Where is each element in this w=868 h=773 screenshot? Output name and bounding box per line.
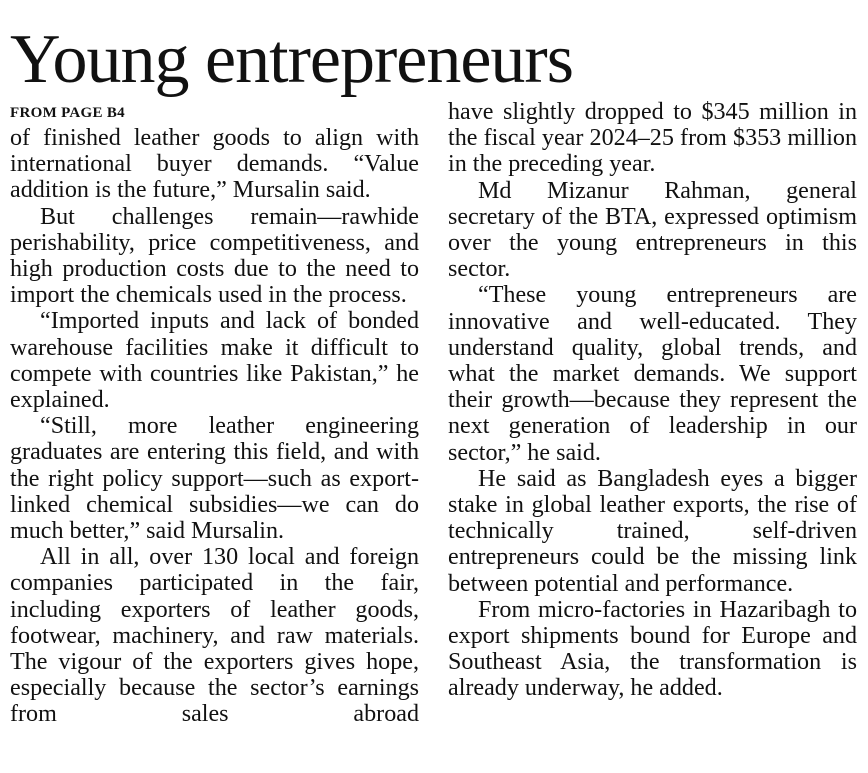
article-paragraph: All in all, over 130 local and foreign companies participated in the fair, including exporters of leather goods, footwear, machinery, and raw materials. The vigour of the exporters gives hope, especially because the sector’s earnings from sales abroad: [10, 544, 419, 728]
article-paragraph: “Imported inputs and lack of bonded warehouse facilities make it difficult to compete with countries like Pakistan,” he explained.: [10, 308, 419, 414]
continuation-label: FROM PAGE B4: [10, 105, 125, 121]
article-column-right: [448, 99, 857, 702]
article-column-left: [10, 101, 419, 728]
article-paragraph: But challenges remain—rawhide perishability, price competitiveness, and high production costs due to the need to import the chemicals used in the process.: [10, 203, 419, 309]
article-headline: Young entrepreneurs: [10, 21, 573, 98]
article-paragraph: have slightly dropped to $345 million in the fiscal year 2024–25 from $353 million in the preceding year.: [448, 99, 857, 178]
article-paragraph: He said as Bangladesh eyes a bigger stake in global leather exports, the rise of technically trained, self-driven entrepreneurs could be the missing link between potential and performance.: [448, 465, 857, 597]
article-paragraph: Md Mizanur Rahman, general secretary of the BTA, expressed optimism over the young entrepreneurs in this sector.: [448, 177, 857, 283]
article-paragraph: “Still, more leather engineering graduates are entering this field, and with the right policy support—such as export-linked chemical subsidies—we can do much better,” said Mursalin.: [10, 413, 419, 545]
article-paragraph: “These young entrepreneurs are innovative and well-educated. They understand quality, global trends, and what the market demands. We support their growth—because they represent the next generation of leadership in our sector,” he said.: [448, 282, 857, 466]
article-paragraph: From micro-factories in Hazaribagh to export shipments bound for Europe and Southeast Asia, the transformation is already underway, he added.: [448, 596, 857, 702]
article-paragraph: of finished leather goods to align with international buyer demands. “Value addition is the future,” Mursalin said.: [10, 125, 419, 204]
